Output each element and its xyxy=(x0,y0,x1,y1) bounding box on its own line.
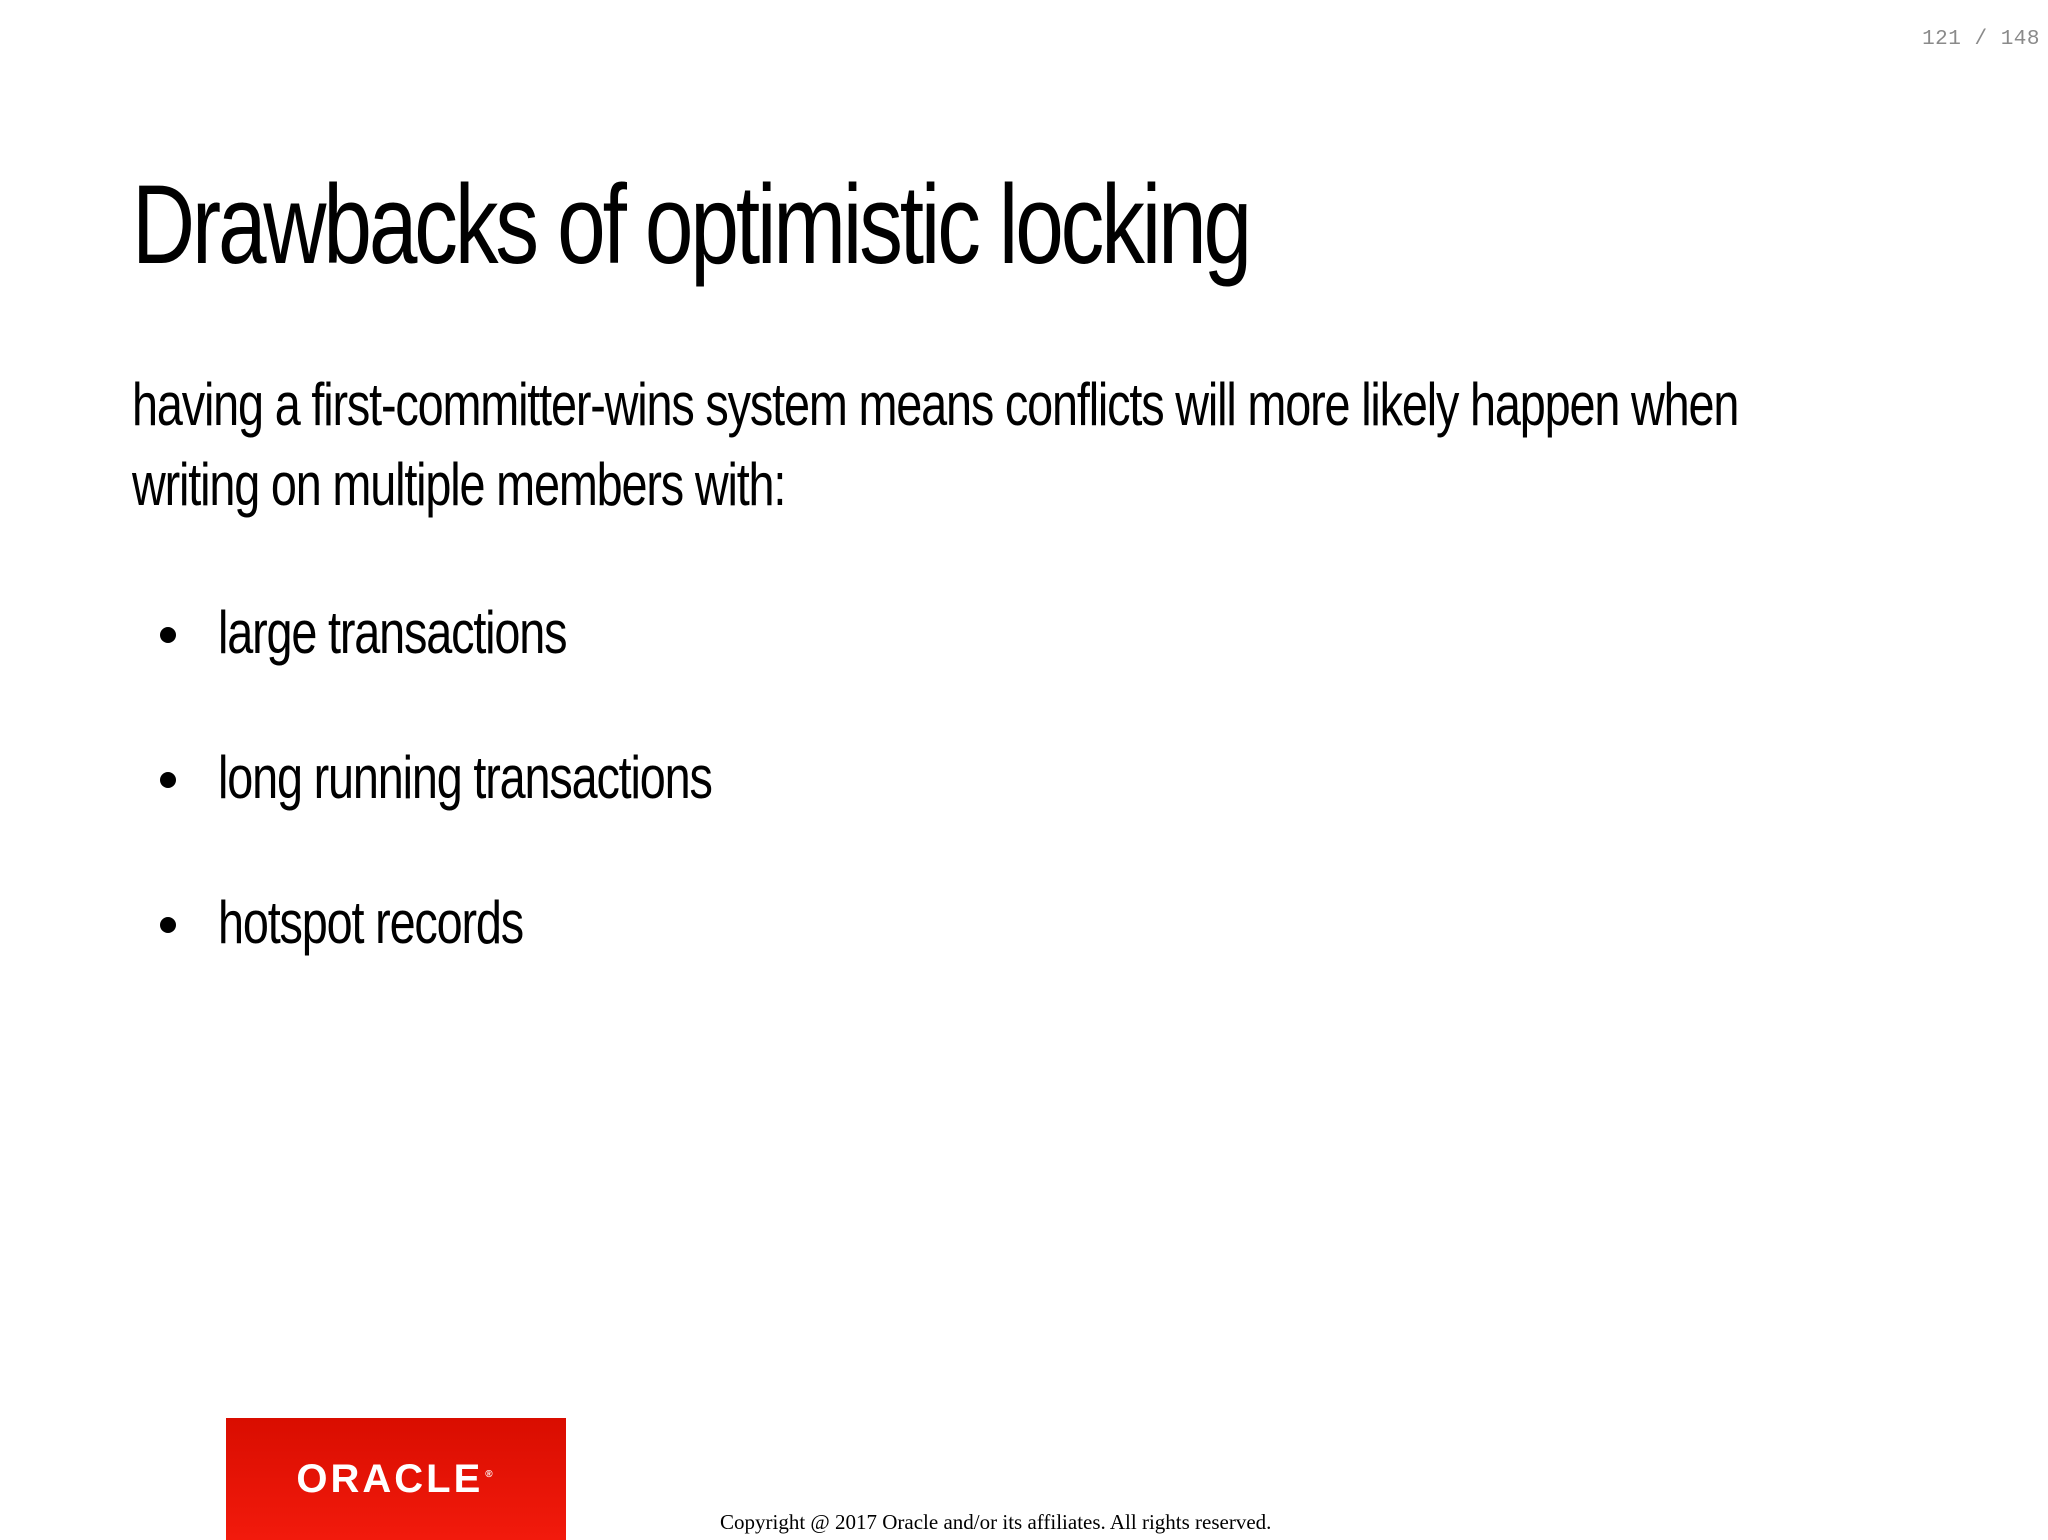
oracle-logo xyxy=(226,1418,566,1540)
bullet-item xyxy=(160,593,851,738)
bullet-list xyxy=(160,593,851,1028)
bullet-text: long running transactions xyxy=(218,744,712,811)
bullet-dot-icon xyxy=(160,772,176,788)
oracle-logo-text: ORACLE ® xyxy=(296,1456,496,1501)
slide-intro-text: having a first-committer-wins system means conflicts will more likely happen when writing on multiple members with: xyxy=(132,371,1739,518)
bullet-text: hotspot records xyxy=(218,889,524,956)
bullet-dot-icon xyxy=(160,627,176,643)
bullet-item xyxy=(160,738,851,883)
page-counter: 121 / 148 xyxy=(1922,28,2040,51)
registered-mark: ® xyxy=(485,1469,496,1481)
bullet-text: large transactions xyxy=(218,599,567,666)
bullet-item xyxy=(160,883,851,1028)
copyright-text: Copyright @ 2017 Oracle and/or its affiliates. All rights reserved. xyxy=(720,1510,1272,1534)
bullet-dot-icon xyxy=(160,917,176,933)
slide-title: Drawbacks of optimistic locking xyxy=(132,162,1250,287)
